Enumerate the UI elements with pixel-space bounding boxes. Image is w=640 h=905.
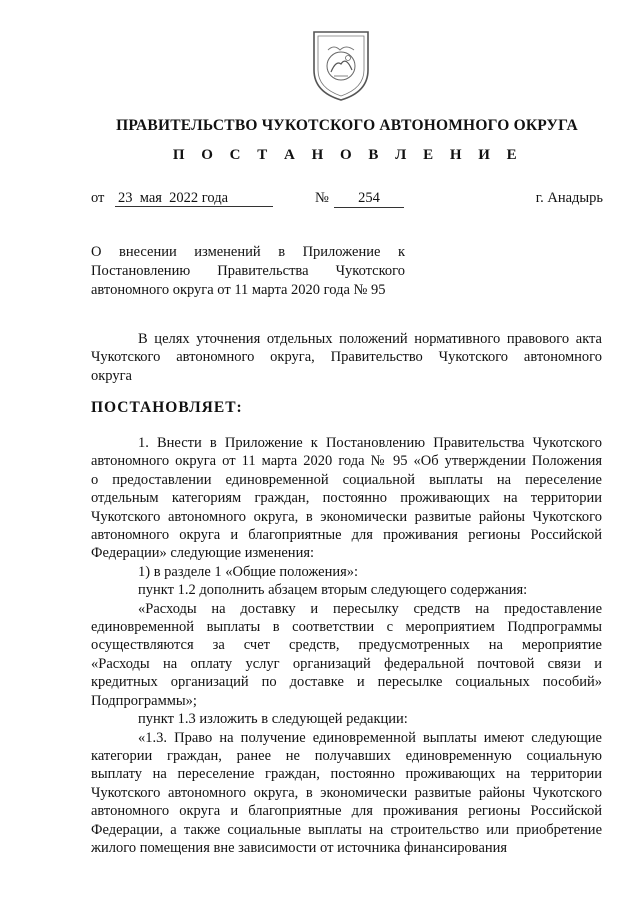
document-city: г. Анадырь	[535, 190, 603, 206]
subject-line: Постановлению Правительства Чукотского	[91, 263, 405, 279]
body-line: пункт 1.3 изложить в следующей редакции:	[138, 711, 408, 728]
decree-body	[91, 434, 602, 857]
body-line: Подпрограммы»;	[91, 692, 197, 709]
body-line: категории граждан, ранее не получавших единовременную социальную	[91, 747, 602, 764]
body-line: «Расходы на доставку и пересылку средств на предоставление	[138, 600, 602, 617]
document-meta	[91, 190, 603, 212]
subject-line: автономного округа от 11 марта 2020 года № 95	[91, 282, 386, 298]
government-title: ПРАВИТЕЛЬСТВО ЧУКОТСКОГО АВТОНОМНОГО ОКРУГА	[116, 117, 578, 134]
document-subject	[91, 243, 405, 300]
body-line: жилого помещения вне зависимости от источника финансирования	[91, 839, 508, 856]
body-line: автономного округа от 11 марта 2020 года № 95 «Об утверждении Положения	[91, 453, 602, 470]
intro-line: В целях уточнения отдельных положений нормативного правового акта	[138, 331, 602, 347]
document-number: 254	[334, 190, 404, 208]
body-line: пункт 1.2 дополнить абзацем вторым следующего содержания:	[138, 582, 528, 599]
body-line: Чукотского автономного округа, в экономически развитые районы Чукотского	[91, 784, 602, 801]
body-line: «Расходы на оплату услуг организаций федеральной почтовой связи и	[91, 655, 602, 672]
intro-line: Чукотского автономного округа, Правительство Чукотского автономного	[91, 349, 602, 366]
subject-line: О внесении изменений в Приложение к	[91, 244, 405, 260]
body-line: выплату на переселение граждан, постоянно проживающих на территории	[91, 766, 602, 783]
document-type: П О С Т А Н О В Л Е Н И Е	[172, 147, 524, 163]
decrees-heading: ПОСТАНОВЛЯЕТ:	[91, 399, 243, 416]
body-line: Федерации, а также социальные выплаты на строительство или приобретение	[91, 821, 602, 838]
body-line: единовременной выплаты в соответствии с мероприятием Подпрограммы	[91, 619, 602, 636]
date-prefix: от	[91, 190, 105, 206]
body-line: Федерации» следующие изменения:	[91, 545, 315, 562]
coat-of-arms-icon	[306, 26, 376, 104]
intro-paragraph	[91, 330, 602, 385]
intro-line: округа	[91, 367, 132, 384]
document-date: 23 мая 2022 года	[115, 190, 273, 207]
body-line: «1.3. Право на получение единовременной выплаты имеют следующие	[138, 729, 602, 746]
body-line: автономного округа и благоприятные для проживания регионы Российской	[91, 527, 602, 544]
number-sign: №	[315, 190, 329, 206]
body-line: осуществляются за счет средств, предусмотренных на мероприятие	[91, 637, 602, 654]
body-line: 1. Внести в Приложение к Постановлению Правительства Чукотского	[138, 435, 602, 451]
body-line: кредитных организаций по доставке и пересылке социальных пособий»	[91, 674, 602, 691]
body-line: о предоставлении единовременной социальной выплаты на переселение	[91, 471, 602, 488]
body-line: Чукотского автономного округа, в экономически развитые районы Чукотского	[91, 508, 602, 525]
body-line: отдельным категориям граждан, постоянно проживающих на территории	[91, 490, 602, 507]
body-line: автономного округа и благоприятные для проживания регионы Российской	[91, 803, 602, 820]
body-line: 1) в разделе 1 «Общие положения»:	[138, 563, 359, 580]
